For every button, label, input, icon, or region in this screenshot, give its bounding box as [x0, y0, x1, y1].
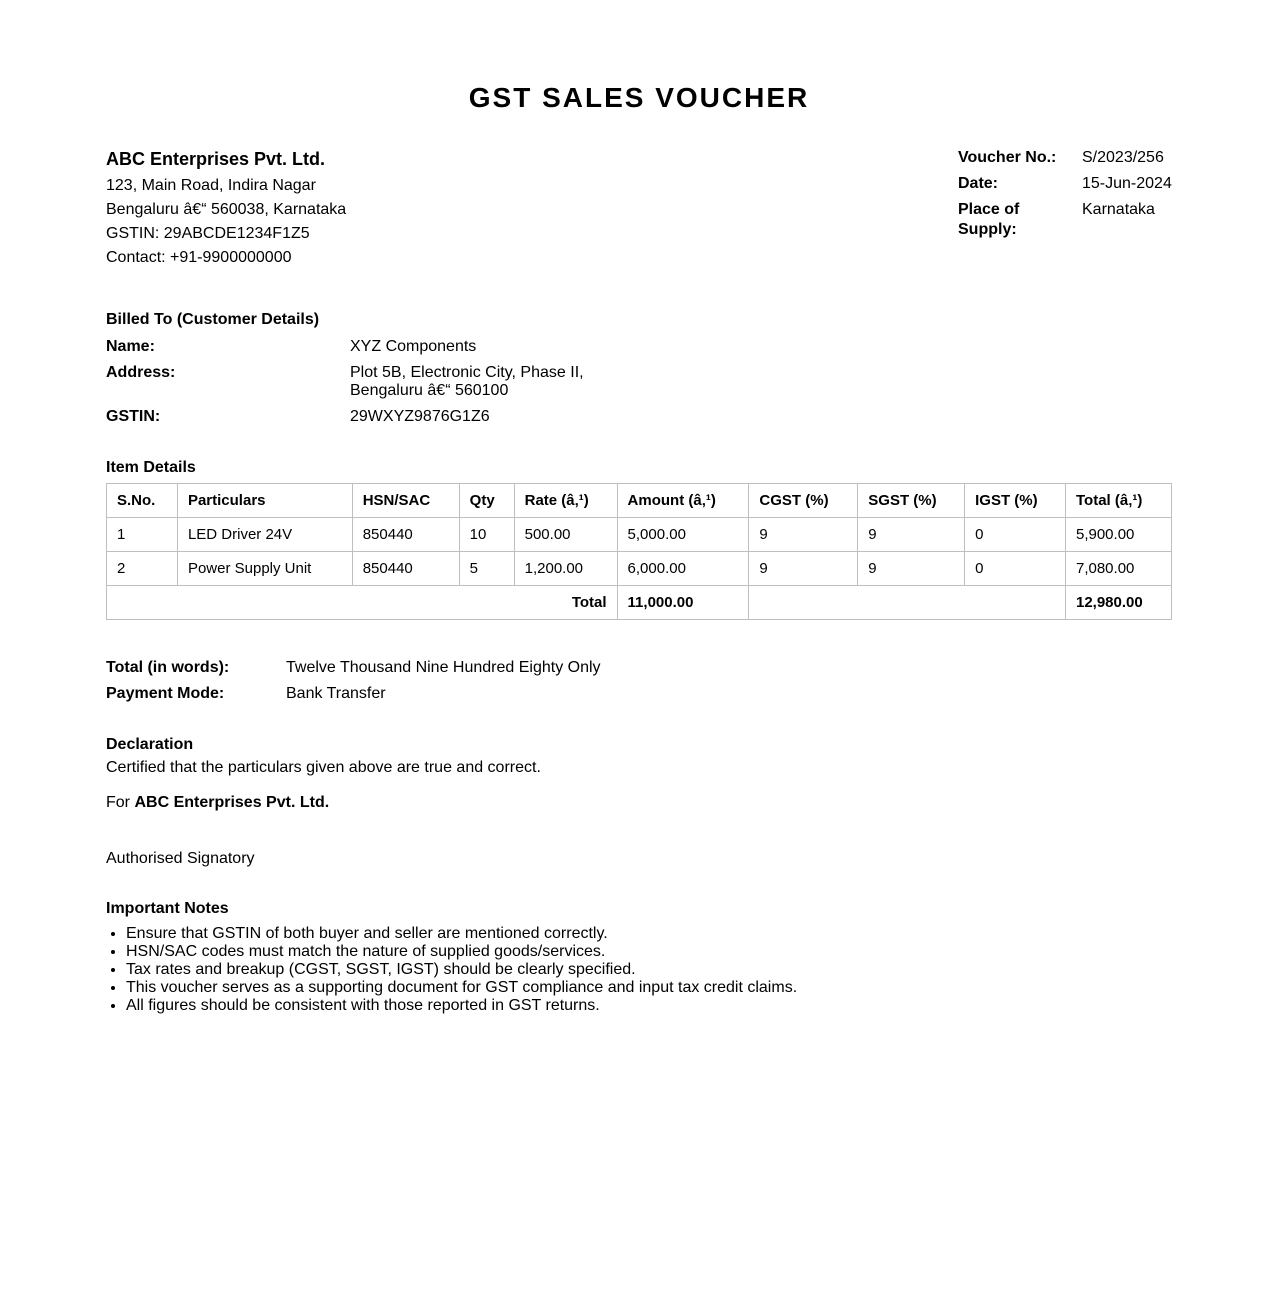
place-of-supply: Karnataka — [1082, 201, 1155, 218]
table-cell: 9 — [858, 552, 965, 586]
table-cell: 9 — [749, 518, 858, 552]
table-total-row — [107, 586, 1172, 620]
table-cell: 1,200.00 — [514, 552, 617, 586]
for-company-line — [106, 793, 906, 813]
item-details — [106, 459, 1172, 620]
declaration-text: Certified that the particulars given above are true and correct. — [106, 759, 541, 776]
voucher-date-label: Date: — [958, 175, 999, 192]
column-header: Rate (â‚¹) — [514, 484, 617, 518]
voucher-date-row — [958, 174, 1172, 200]
customer-heading: Billed To (Customer Details) — [106, 311, 320, 328]
table-cell: 5,000.00 — [617, 518, 749, 552]
table-row — [107, 552, 1172, 586]
for-prefix: For — [106, 794, 130, 811]
customer-address-label: Address: — [106, 364, 176, 381]
table-cell: 0 — [965, 552, 1066, 586]
table-cell: 0 — [965, 518, 1066, 552]
table-cell: 850440 — [352, 518, 459, 552]
total-words-label: Total (in words): — [106, 659, 230, 676]
table-cell: 6,000.00 — [617, 552, 749, 586]
place-of-supply-label: Place of Supply: — [958, 201, 1020, 238]
table-cell: 10 — [459, 518, 514, 552]
table-cell: 2 — [107, 552, 178, 586]
customer-address — [350, 364, 584, 400]
page-title: GST SALES VOUCHER — [468, 82, 810, 113]
customer-name: XYZ Components — [350, 338, 477, 355]
items-heading: Item Details — [106, 459, 196, 476]
column-header: IGST (%) — [965, 484, 1066, 518]
column-header: SGST (%) — [858, 484, 965, 518]
voucher-meta — [958, 148, 1172, 238]
payment-mode: Bank Transfer — [286, 685, 386, 702]
declaration-section — [106, 735, 906, 869]
customer-gstin-label: GSTIN: — [106, 408, 161, 425]
column-header: Amount (â‚¹) — [617, 484, 749, 518]
grand-total: 12,980.00 — [1065, 586, 1171, 620]
total-amount: 11,000.00 — [617, 586, 749, 620]
customer-address-row — [106, 364, 706, 400]
table-cell: 5,900.00 — [1065, 518, 1171, 552]
column-header: Total (â‚¹) — [1065, 484, 1171, 518]
total-words-row — [106, 658, 906, 684]
important-notes — [106, 899, 1106, 1015]
customer-details — [106, 310, 706, 434]
total-words: Twelve Thousand Nine Hundred Eighty Only — [286, 659, 601, 676]
customer-gstin: 29WXYZ9876G1Z6 — [350, 408, 490, 425]
list-item: • HSN/SAC codes must match the nature of supplied goods/services. — [126, 943, 1106, 961]
column-header: Qty — [459, 484, 514, 518]
table-cell: 500.00 — [514, 518, 617, 552]
authorised-signatory: Authorised Signatory — [106, 850, 255, 867]
table-cell: 9 — [749, 552, 858, 586]
total-tax-blank — [749, 586, 1066, 620]
total-label: Total — [107, 586, 618, 620]
table-cell: LED Driver 24V — [177, 518, 352, 552]
company-contact: Contact: +91-9900000000 — [106, 249, 292, 266]
payment-mode-row — [106, 684, 906, 710]
customer-address-line2: Bengaluru â€“ 560100 — [350, 382, 509, 399]
customer-gstin-row — [106, 408, 706, 426]
customer-address-line1: Plot 5B, Electronic City, Phase II, — [350, 364, 584, 381]
list-item: • Ensure that GSTIN of both buyer and seller are mentioned correctly. — [126, 925, 1106, 943]
column-header: CGST (%) — [749, 484, 858, 518]
list-item: • All figures should be consistent with those reported in GST returns. — [126, 997, 1106, 1015]
table-cell: 9 — [858, 518, 965, 552]
table-row — [107, 518, 1172, 552]
table-cell: 850440 — [352, 552, 459, 586]
column-header: HSN/SAC — [352, 484, 459, 518]
table-cell: 5 — [459, 552, 514, 586]
payment-summary — [106, 658, 906, 710]
voucher-number-row — [958, 148, 1172, 174]
company-address-line2: Bengaluru â€“ 560038, Karnataka — [106, 201, 347, 218]
table-cell: 7,080.00 — [1065, 552, 1171, 586]
table-cell: 1 — [107, 518, 178, 552]
customer-name-label: Name: — [106, 338, 155, 355]
company-name: ABC Enterprises Pvt. Ltd. — [106, 149, 326, 169]
seller-details — [106, 148, 526, 268]
voucher-number: S/2023/256 — [1082, 149, 1164, 166]
payment-mode-label: Payment Mode: — [106, 685, 225, 702]
customer-name-row — [106, 338, 706, 356]
table-header-row — [107, 484, 1172, 518]
list-item: • Tax rates and breakup (CGST, SGST, IGST) should be clearly specified. — [126, 961, 1106, 979]
voucher-date: 15-Jun-2024 — [1082, 175, 1172, 192]
place-of-supply-row — [958, 200, 1172, 238]
declaration-heading: Declaration — [106, 736, 194, 753]
notes-list — [106, 925, 1106, 1015]
voucher-number-label: Voucher No.: — [958, 149, 1057, 166]
notes-heading: Important Notes — [106, 900, 229, 917]
list-item: • This voucher serves as a supporting document for GST compliance and input tax credit claims. — [126, 979, 1106, 997]
column-header: Particulars — [177, 484, 352, 518]
for-company-name: ABC Enterprises Pvt. Ltd. — [134, 794, 330, 811]
column-header: S.No. — [107, 484, 178, 518]
company-address-line1: 123, Main Road, Indira Nagar — [106, 177, 316, 194]
company-gstin: GSTIN: 29ABCDE1234F1Z5 — [106, 225, 310, 242]
table-cell: Power Supply Unit — [177, 552, 352, 586]
items-table — [106, 483, 1172, 620]
